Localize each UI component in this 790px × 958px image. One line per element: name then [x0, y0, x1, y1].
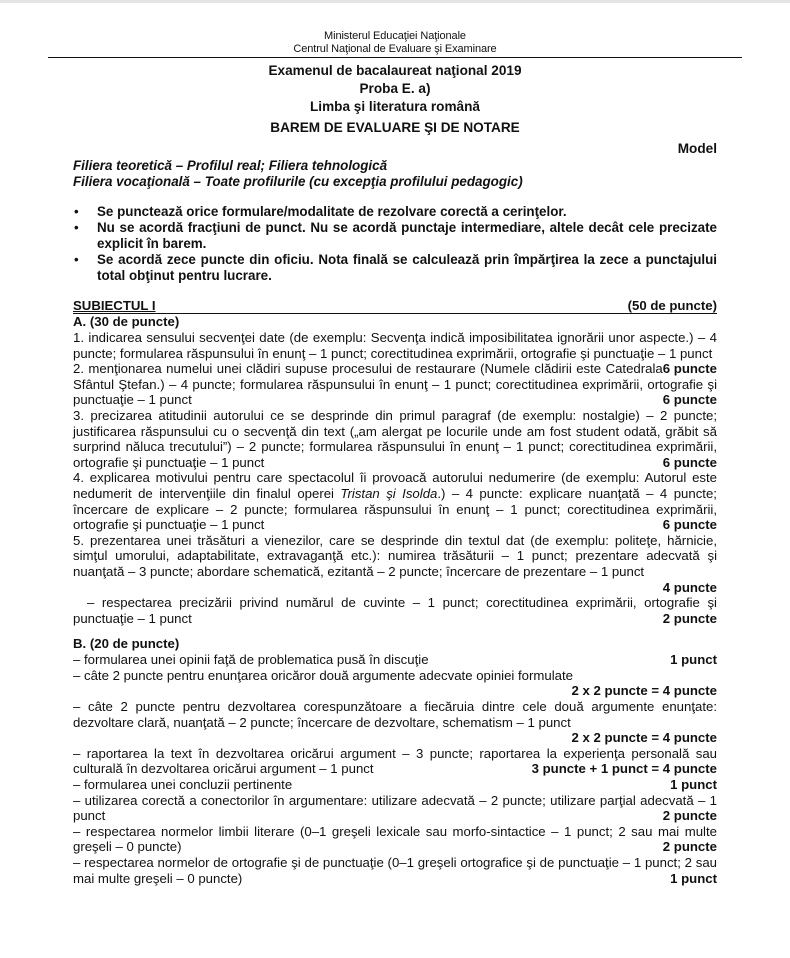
viewer-top-bar: [0, 0, 790, 3]
item-points: 2 x 2 puncte = 4 puncte: [571, 730, 717, 746]
model-label: Model: [677, 141, 717, 156]
section-a-title: A. (30 de puncte): [73, 314, 180, 329]
rule-item: • Nu se acordă fracţiuni de punct. Nu se acordă punctaje intermediare, altele decât cele precizate explicit în barem.: [73, 220, 717, 252]
item-text: – respectarea normelor de ortografie şi de punctuaţie (0–1 greşeli ortografice şi de punctuaţie – 1 punct; 2 sau mai multe greşeli – 0 puncte): [73, 855, 717, 886]
section-a-item-4: [73, 470, 717, 532]
item-text: – respectarea normelor limbii literare (0–1 greşeli lexicale sau morfo-sintactice – 1 punct; 2 sau mai multe greşeli – 0 puncte): [73, 823, 717, 855]
item-points: 4 puncte: [662, 579, 717, 595]
section-b-item-6: [73, 793, 717, 824]
section-a-item-1: [73, 330, 717, 377]
section-b-item-2: [73, 668, 717, 684]
section-b-item-8: [73, 855, 717, 886]
item-text-after: .) – 4 puncte: explicare nuanţată – 4 puncte; încercare de explicare – 2 puncte; formularea răspunsului în enunţ – 1 punct; corectitudinea exprimării, ortografie şi punctuaţie – 1 punct: [73, 485, 717, 533]
item-text: – formularea unei concluzii pertinente: [73, 777, 293, 793]
item-points: 6 puncte: [662, 454, 717, 470]
subject-title: Limba şi literatura română: [310, 99, 480, 114]
section-b-item-5: [73, 777, 717, 793]
section-b-item-7: [73, 824, 717, 855]
section-b-item-4: [73, 746, 717, 777]
section-a-item-2: [73, 361, 717, 408]
item-text: 5. prezentarea unei trăsături a vienezilor, care se desprinde din textul dat (de exemplu: politeţe, hărnicie, simţul umorului, adaptabilitate, extravaganţă etc.): numirea trăsăturii – 1 punct; prezentare adecvată şi nuanţată – 3 puncte; abordare schematică, ezitantă – 2 puncte; încercare de prezentare – 1 punct: [73, 532, 717, 579]
subject-title: SUBIECTUL I: [73, 298, 156, 313]
item-text: – utilizarea corectă a conectorilor în argumentare: utilizare adecvată – 2 puncte; utilizare parţial adecvată – 1 punct: [73, 792, 717, 824]
item-text: – câte 2 puncte pentru enunţarea oricăror două argumente adecvate opiniei formulate: [73, 667, 573, 683]
general-rules-list: [73, 204, 717, 284]
item-points: 1 punct: [670, 652, 717, 668]
item-points: 2 puncte: [662, 839, 717, 855]
exam-title: Examenul de bacalaureat naţional 2019: [268, 63, 522, 78]
item-text: – câte 2 puncte pentru dezvoltarea corespunzătoare a fiecăruia dintre cele două argumente enunţate: dezvoltare clară, nuanţată – 2 puncte; încercare de dezvoltare, schematism – 1 punct: [73, 699, 717, 730]
item-text: – raportarea la text în dezvoltarea oricărui argument – 3 puncte; raportarea la experienţa personală sau culturală în dezvoltarea oricărui argument – 1 punct: [73, 745, 717, 777]
section-b-item-1: [73, 652, 717, 668]
item-points: 6 puncte: [662, 517, 717, 533]
item-points: 1 punct: [670, 870, 717, 886]
item-text: – formularea unei opinii faţă de problematica pusă în discuţie: [73, 652, 429, 668]
rule-item: • Se acordă zece puncte din oficiu. Nota finală se calculează prin împărţirea la zece a punctajului total obţinut pentru lucrare.: [73, 252, 717, 284]
item-points: 3 puncte + 1 punct = 4 puncte: [531, 761, 717, 777]
section-a-item-6: [73, 595, 717, 626]
section-a-item-3: [73, 408, 717, 470]
item-points: 1 punct: [670, 777, 717, 793]
item-text: – respectarea precizării privind numărul de cuvinte – 1 punct; corectitudinea exprimării, ortografie şi punctuaţie – 1 punct: [73, 595, 717, 626]
work-title: Tristan şi Isolda: [340, 485, 438, 501]
item-points: 2 x 2 puncte = 4 puncte: [571, 683, 717, 699]
barem-title: BAREM DE EVALUARE ŞI DE NOTARE: [270, 120, 520, 135]
item-text: 1. indicarea sensului secvenţei date (de exemplu: Secvenţa indică imposibilitatea ignorării unor aspecte.) – 4 puncte; formularea răspunsului în enunţ – 1 punct; corectitudinea exprimării, ortografie şi punctuaţie – 1 punct: [73, 330, 717, 361]
section-b-item-3: [73, 699, 717, 730]
filiera-line-2: Filiera vocaţională – Toate profilurile (cu excepţia profilului pedagogic): [73, 174, 523, 189]
subject-header: [73, 298, 717, 314]
item-points: 2 puncte: [662, 808, 717, 824]
rule-item: • Se punctează orice formulare/modalitate de rezolvare corectă a cerinţelor.: [73, 204, 717, 220]
section-a-item-5: [73, 533, 717, 580]
document-page: [73, 30, 717, 886]
section-b-title: B. (20 de puncte): [73, 636, 180, 652]
ministry-name: Ministerul Educaţiei Naţionale: [324, 30, 466, 42]
item-points: 6 puncte: [662, 392, 717, 408]
subject-points: (50 de puncte): [627, 298, 717, 313]
proba-title: Proba E. a): [359, 81, 431, 96]
item-points: 2 puncte: [662, 610, 717, 626]
header-divider: [48, 57, 742, 58]
item-points: 6 puncte: [662, 361, 717, 377]
item-text: 3. precizarea atitudinii autorului ce se desprinde din primul paragraf (de exemplu: nostalgie) – 2 puncte; justificarea răspunsului cu o secvenţă din text („am alergat pe locurile unde am fost student odată, grăbit să surprind năluca trecutului”) – 2 puncte; formularea răspunsului în enunţ – 1 punct; corectitudinea exprimării, ortografie şi punctuaţie – 1 punct: [73, 407, 717, 470]
item-text-before: 4. explicarea motivului pentru care spectacolul îi provoacă autorului nedumerire (de exemplu: Autorul este nedumerit de intervenţiile din finalul operei: [73, 470, 717, 501]
item-text: 2. menţionarea numelui unei clădiri supuse procesului de restaurare (Numele clădirii este Catedrala Sfântul Ştefan.) – 4 puncte; formularea răspunsului în enunţ – 1 punct; corectitudinea exprimării, ortografie şi punctuaţie – 1 punct: [73, 361, 717, 408]
filiera-line-1: Filiera teoretică – Profilul real; Filiera tehnologică: [73, 158, 388, 173]
center-name: Centrul Naţional de Evaluare şi Examinare: [293, 43, 497, 55]
